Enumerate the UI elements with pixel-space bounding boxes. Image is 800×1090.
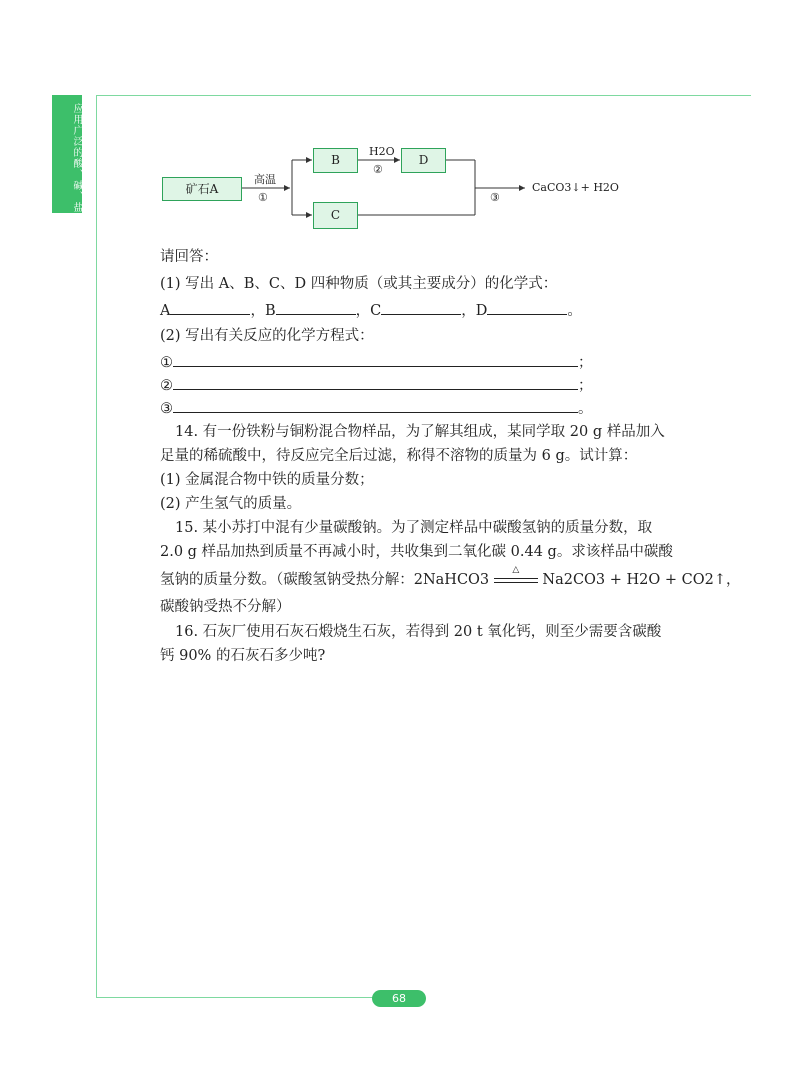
step-3-mark: ③ (490, 191, 500, 204)
eq-end-2: ； (578, 378, 593, 394)
eq-mark-1: ① (160, 355, 173, 371)
q16-line-1: 16. 石灰厂使用石灰石煅烧生石灰，若得到 20 t 氧化钙，则至少需要含碳酸 (175, 624, 662, 640)
q15-line-3-rest: Na2CO3 + H2O + CO2↑， (542, 572, 741, 588)
equation-line-1 (160, 352, 593, 373)
water-label: H2O (369, 145, 395, 158)
page-frame-top (96, 95, 751, 96)
label-c: ，C (355, 303, 382, 319)
eq-end-3: 。 (578, 401, 593, 417)
page-number: 68 (372, 990, 426, 1007)
ore-a-box: 矿石A (162, 177, 242, 201)
q15-line-2: 2.0 g 样品加热到质量不再减小时，共收集到二氧化碳 0.44 g。求该样品中碳酸 (160, 544, 673, 560)
eq-mark-3: ③ (160, 401, 173, 417)
eq-end-1: ； (578, 355, 593, 371)
chapter-tab: 应用广泛的酸、碱、盐 (52, 95, 82, 213)
q15-line-3-text: 氢钠的质量分数。（碳酸氢钠受热分解：2NaHCO3 (160, 572, 490, 588)
label-a: A (160, 303, 171, 319)
c-box: C (313, 202, 358, 229)
q13-prompt: 请回答： (160, 249, 218, 265)
page-frame-bottom (96, 997, 396, 998)
step-2-mark: ② (373, 163, 383, 176)
blank-d[interactable] (487, 300, 567, 315)
label-d: ，D (461, 303, 488, 319)
eq-mark-2: ② (160, 378, 173, 394)
d-box: D (401, 148, 446, 173)
equation-line-2 (160, 375, 593, 396)
equation-line-3 (160, 398, 593, 419)
q14-line-2: 足量的稀硫酸中，待反应完全后过滤，称得不溶物的质量为 6 g。试计算： (160, 448, 638, 464)
q13-formula-blanks (160, 300, 582, 321)
blank-a[interactable] (170, 300, 250, 315)
q15-line-4: 碳酸钠受热不分解） (160, 599, 291, 615)
product-label: CaCO3↓+ H2O (532, 181, 619, 194)
q13-part2: (2) 写出有关反应的化学方程式： (160, 328, 374, 344)
page-frame-left (96, 95, 97, 997)
q14-sub-2: (2) 产生氢气的质量。 (160, 496, 302, 512)
condition-high-temp: 高温 (254, 173, 276, 186)
heat-condition (494, 565, 538, 590)
q13-part1: (1) 写出 A、B、C、D 四种物质（或其主要成分）的化学式： (160, 276, 558, 292)
label-end: 。 (567, 303, 582, 319)
q14-sub-1: (1) 金属混合物中铁的质量分数； (160, 472, 374, 488)
reaction-diagram (150, 135, 630, 230)
eq-blank-3[interactable] (173, 398, 578, 413)
q16-line-2: 钙 90% 的石灰石多少吨? (160, 648, 326, 664)
label-b: ，B (250, 303, 276, 319)
blank-b[interactable] (276, 300, 356, 315)
q15-line-3 (160, 565, 741, 590)
heat-mark: △ (512, 565, 520, 575)
step-1-mark: ① (258, 191, 268, 204)
eq-blank-2[interactable] (173, 375, 578, 390)
q14-line-1: 14. 有一份铁粉与铜粉混合物样品，为了解其组成，某同学取 20 g 样品加入 (175, 424, 665, 440)
blank-c[interactable] (381, 300, 461, 315)
b-box: B (313, 148, 358, 173)
q15-line-1: 15. 某小苏打中混有少量碳酸钠。为了测定样品中碳酸氢钠的质量分数，取 (175, 520, 653, 536)
eq-blank-1[interactable] (173, 352, 578, 367)
